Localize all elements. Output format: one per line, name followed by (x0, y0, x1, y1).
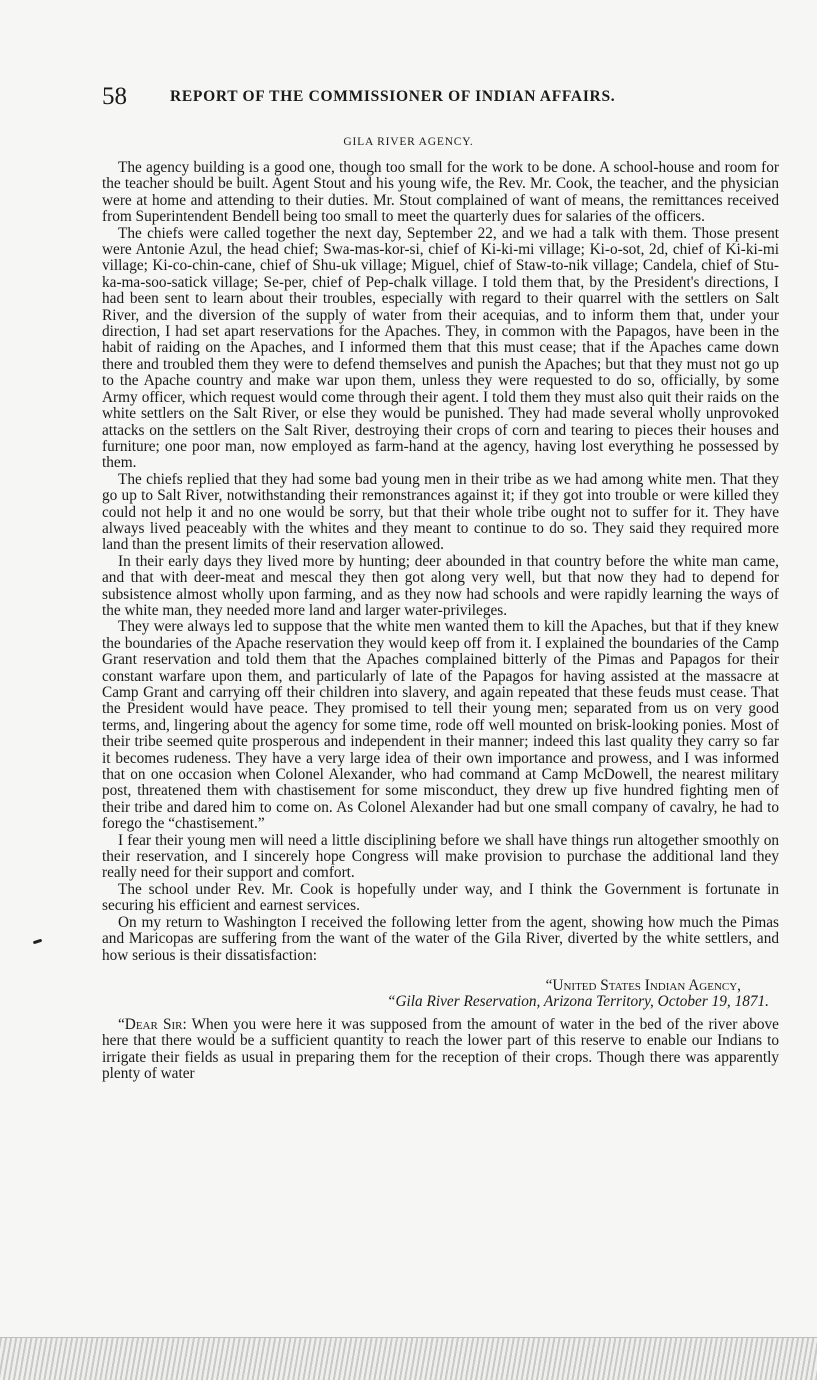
letter-salutation: “Dear Sir: (118, 1015, 187, 1033)
running-head (102, 82, 722, 112)
page-bottom-edge (0, 1337, 817, 1380)
paragraph: The chiefs replied that they had some bad young men in their tribe as we had among white men. That they go up to Salt River, notwithstanding their remonstrances against it; if they got into trouble or were killed they could not help it and no one would be sorry, but that their whole tribe ought not to suffer for it. They have always lived peaceably with the whites and they meant to continue to do so. They said they required more land than the present limits of their reservation allowed. (102, 470, 779, 554)
running-title: REPORT OF THE COMMISSIONER OF INDIAN AFFAIRS. (170, 88, 616, 105)
letter-location: “Gila River Reservation, Arizona Territory, October 19, 1871. (387, 993, 769, 1011)
paragraph: In their early days they lived more by hunting; deer abounded in that country before the white man came, and that with deer-meat and mescal they then got along very well, but that now they had to depend for subsistence almost wholly upon farming, and as they now had schools and were rapidly learning the ways of the white man, they needed more land and larger water-privileges. (102, 552, 779, 619)
letter-agency: “United States Indian Agency, (545, 976, 741, 994)
page-number: 58 (102, 83, 127, 110)
paragraph: The agency building is a good one, though too small for the work to be done. A school-house and room for the teacher should be built. Agent Stout and his young wife, the Rev. Mr. Cook, the teacher, and the physician were at home and attending to their duties. Mr. Stout complained of want of means, the remittances received from Superintendent Bendell being too small to meet the quarterly dues for salaries of the officers. (102, 159, 779, 226)
paragraph: I fear their young men will need a little disciplining before we shall have things run altogether smoothly on their reservation, and I sincerely hope Congress will make provision to purchase the additional land they really need for their support and comfort. (102, 831, 779, 882)
margin-mark (33, 939, 42, 945)
paragraph: On my return to Washington I received the following letter from the agent, showing how much the Pimas and Maricopas are suffering from the want of the water of the Gila River, diverted by the white settlers, and how serious is their dissatisfaction: (102, 913, 779, 964)
section-heading: GILA RIVER AGENCY. (343, 136, 474, 148)
paragraph: The chiefs were called together the next day, September 22, and we had a talk with them. Those present were Antonie Azul, the head chief; Swa-mas-kor-si, chief of Ki-ki-mi village; Ki-o-sot, 2d, chief of Ki-ki-mi village; Ki-co-chin-cane, chief of Shu-uk village; Miguel, chief of Staw-to-nik village; Candela, chief of Stu-ka-ma-soo-satick village; Se-per, chief of Pep-chalk village. I told them that, by the President's directions, I had been sent to learn about their troubles, especially with regard to their quarrel with the settlers on Salt River, and the diversion of the supply of water from their acequias, and to inform them that, under your direction, I had set apart reservations for the Apaches. They, in common with the Papagos, have been in the habit of raiding on the Apaches, and I informed them that this must cease; that if the Apaches came down there and troubled them they were to defend themselves and punish the Apaches; but that they must not go up to the Apache country and make war upon them, unless they were requested to do so, officially, by some Army officer, which request would come through their agent. I told them they must also quit their raids on the white settlers on the Salt River, or else they would be punished. They had made several wholly unprovoked attacks on the settlers on the Salt River, destroying their crops of corn and tearing to pieces their houses and furniture; one poor man, now employed as farm-hand at the agency, having lost everything he possessed by them. (102, 224, 779, 472)
paragraph: The school under Rev. Mr. Cook is hopefully under way, and I think the Government is fortunate in securing his efficient and earnest services. (102, 880, 779, 915)
letter-heading (102, 978, 779, 1011)
letter-text: When you were here it was supposed from the amount of water in the bed of the river above here that there would be a sufficient quantity to reach the lower part of this reserve to enable our Indians to irrigate their fields as usual in preparing them for the reception of their crops. Though there was apparently plenty of water (102, 1015, 779, 1082)
body-text (102, 160, 779, 1082)
letter-paragraph (102, 1017, 779, 1083)
paragraph: They were always led to suppose that the white men wanted them to kill the Apaches, but that if they knew the boundaries of the Apache reservation they would keep off from it. I explained the boundaries of the Camp Grant reservation and told them that the Apaches complained bitterly of the Pimas and Papagos for their constant warfare upon them, and particularly of late of the Papagos for having assisted at the massacre at Camp Grant and carrying off their children into slavery, and again repeated that these feuds must cease. That the President would have peace. They promised to tell their young men; separated from us on very good terms, and, lingering about the agency for some time, rode off well mounted on brisk-looking ponies. Most of their tribe seemed quite prosperous and independent in their manner; indeed this last quality they carry so far it becomes rudeness. They have a very large idea of their own importance and prowess, and I was informed that on one occasion when Colonel Alexander, who had command at Camp McDowell, the nearest military post, threatened them with chastisement for some misconduct, they drew up five hundred fighting men of their tribe and dared him to come on. As Colonel Alexander had but one small company of cavalry, he had to forego the “chastisement.” (102, 618, 779, 833)
